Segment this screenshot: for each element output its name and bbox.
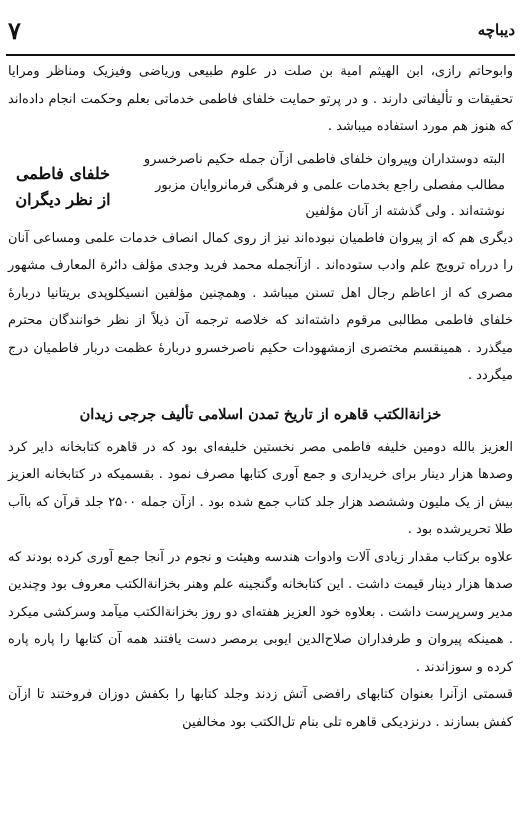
text-line: هفته‌ای دو روز بخزانة‌الکتب میآمد وسرکشی میکرد . همینکه پیروان و طرفداران <box>8 604 514 647</box>
header-rule <box>6 54 515 56</box>
text-line: علاوه برکتاب مقدار زیادی آلات وادوات هندسه وهیئت و نجوم در آنجا <box>144 549 513 565</box>
text-line: فروختند تا ازآن کفش بسازند . درنزدیکی قاهره تلی بنام تل‌الکتب بود مخالفین <box>8 687 513 730</box>
text-line: تحقیقات و تألیفاتی دارند . و در پرتو حمایت خلفای فاطمی خدماتی بعلم وحکمت <box>80 91 514 107</box>
page-number: ۷ <box>8 15 21 45</box>
text-line: انجام داده‌اند که هنوز هم مورد استفاده میباشد . <box>8 91 513 134</box>
text-line: قسمتی ازآنرا بعنوان کتابهای رافضی آتش زدند وجلد کتابها را بکفش دوزان <box>98 687 514 702</box>
text-line: وهنر بخزانة‌الکتب معروف بود وچندین مدیر وسرپرست داشت . بعلاوه خود العزیز <box>8 577 513 620</box>
section-heading: خزانة‌الکتب قاهره از تاریخ تمدن اسلامی تألیف جرجی زیدان <box>79 405 442 423</box>
page-body <box>8 58 513 736</box>
text-line: نمود . بقسمیکه در کتابخانه العزیز بیش از یک ملیون وششصد هزار جلد کتاب جمع <box>8 467 514 510</box>
text-line: انسیکلوپدی بریتانیا دربارهٔ خلفای فاطمی مطالبی مرقوم داشته‌اند که خلاصه ترجمه <box>8 285 513 328</box>
side-title: خلفای فاطمی از نظر دیگران <box>15 163 111 209</box>
text-line: دائرة المعارف مشهور مصری که از اعاظم رجال اهل تسنن میباشد . وهمچنین مؤلفین <box>8 258 513 301</box>
text-line: فرمانروایان مزبور نوشته‌اند . ولی گذشته از آنان مؤلفین <box>155 177 505 219</box>
text-line: ومساعی آنان را درراه ترویج علم وادب ستوده‌اند . ازآنجمله محمد فرید وجدی مؤلف <box>8 230 513 273</box>
paragraph-burning <box>8 681 513 736</box>
text-line: العزیز بالله دومین خلیفه فاطمی مصر نخستین خلیفه‌ای بود که در قاهره <box>106 439 513 455</box>
text-line: شده بود . ازآن جمله ۲۵۰۰ جلد قرآن که باآب طلا تحریرشده بود . <box>8 494 513 537</box>
section-name: دیباچه <box>477 21 515 39</box>
text-line: صلاح‌الدین ایوبی برمصر دست یافتند همه آن کتابها را پاره پاره کرده و سوزاندند . <box>8 632 513 675</box>
paragraph-instruments <box>8 544 513 682</box>
paragraph-library <box>8 434 513 544</box>
text-line: کتابخانه دایر کرد وصدها هزار دینار برای خریداری و جمع آوری کتابها مصرف <box>8 439 513 482</box>
intro-paragraph <box>8 58 513 141</box>
paragraph-fatimid-praise <box>8 225 513 390</box>
page-header <box>8 8 515 52</box>
text-line: البته دوستداران وپیروان خلفای فاطمی ازآن جمله حکیم <box>206 151 505 167</box>
text-line: وابوحاتم رازی، ابن الهیثم امیة بن صلت در علوم طبیعی وریاضی وفیزیک ومناظر ومرایا <box>8 64 513 79</box>
side-title-block <box>8 147 513 225</box>
text-line: دیگری هم که از پیروان فاطمیان نبوده‌اند نیز از روی کمال انصاف خدمات علمی <box>84 230 513 246</box>
text-line: ناصرخسرو مطالب مفصلی راجع بخدمات علمی و فرهنگی <box>143 151 505 193</box>
inset-paragraph <box>118 147 513 225</box>
text-line: آن ذیلاً از نظر خوانندگان محترم میگذرد . همینقسم مختصری ازمشهودات حکیم <box>8 313 514 356</box>
text-line: ناصرخسرو دربارهٔ عظمت دربار فاطمیان درج میگردد . <box>8 340 513 383</box>
text-line: جمع آوری کرده بودند که صدها هزار دینار قیمت داشت . این کتابخانه وگنجینه علم <box>8 549 513 592</box>
